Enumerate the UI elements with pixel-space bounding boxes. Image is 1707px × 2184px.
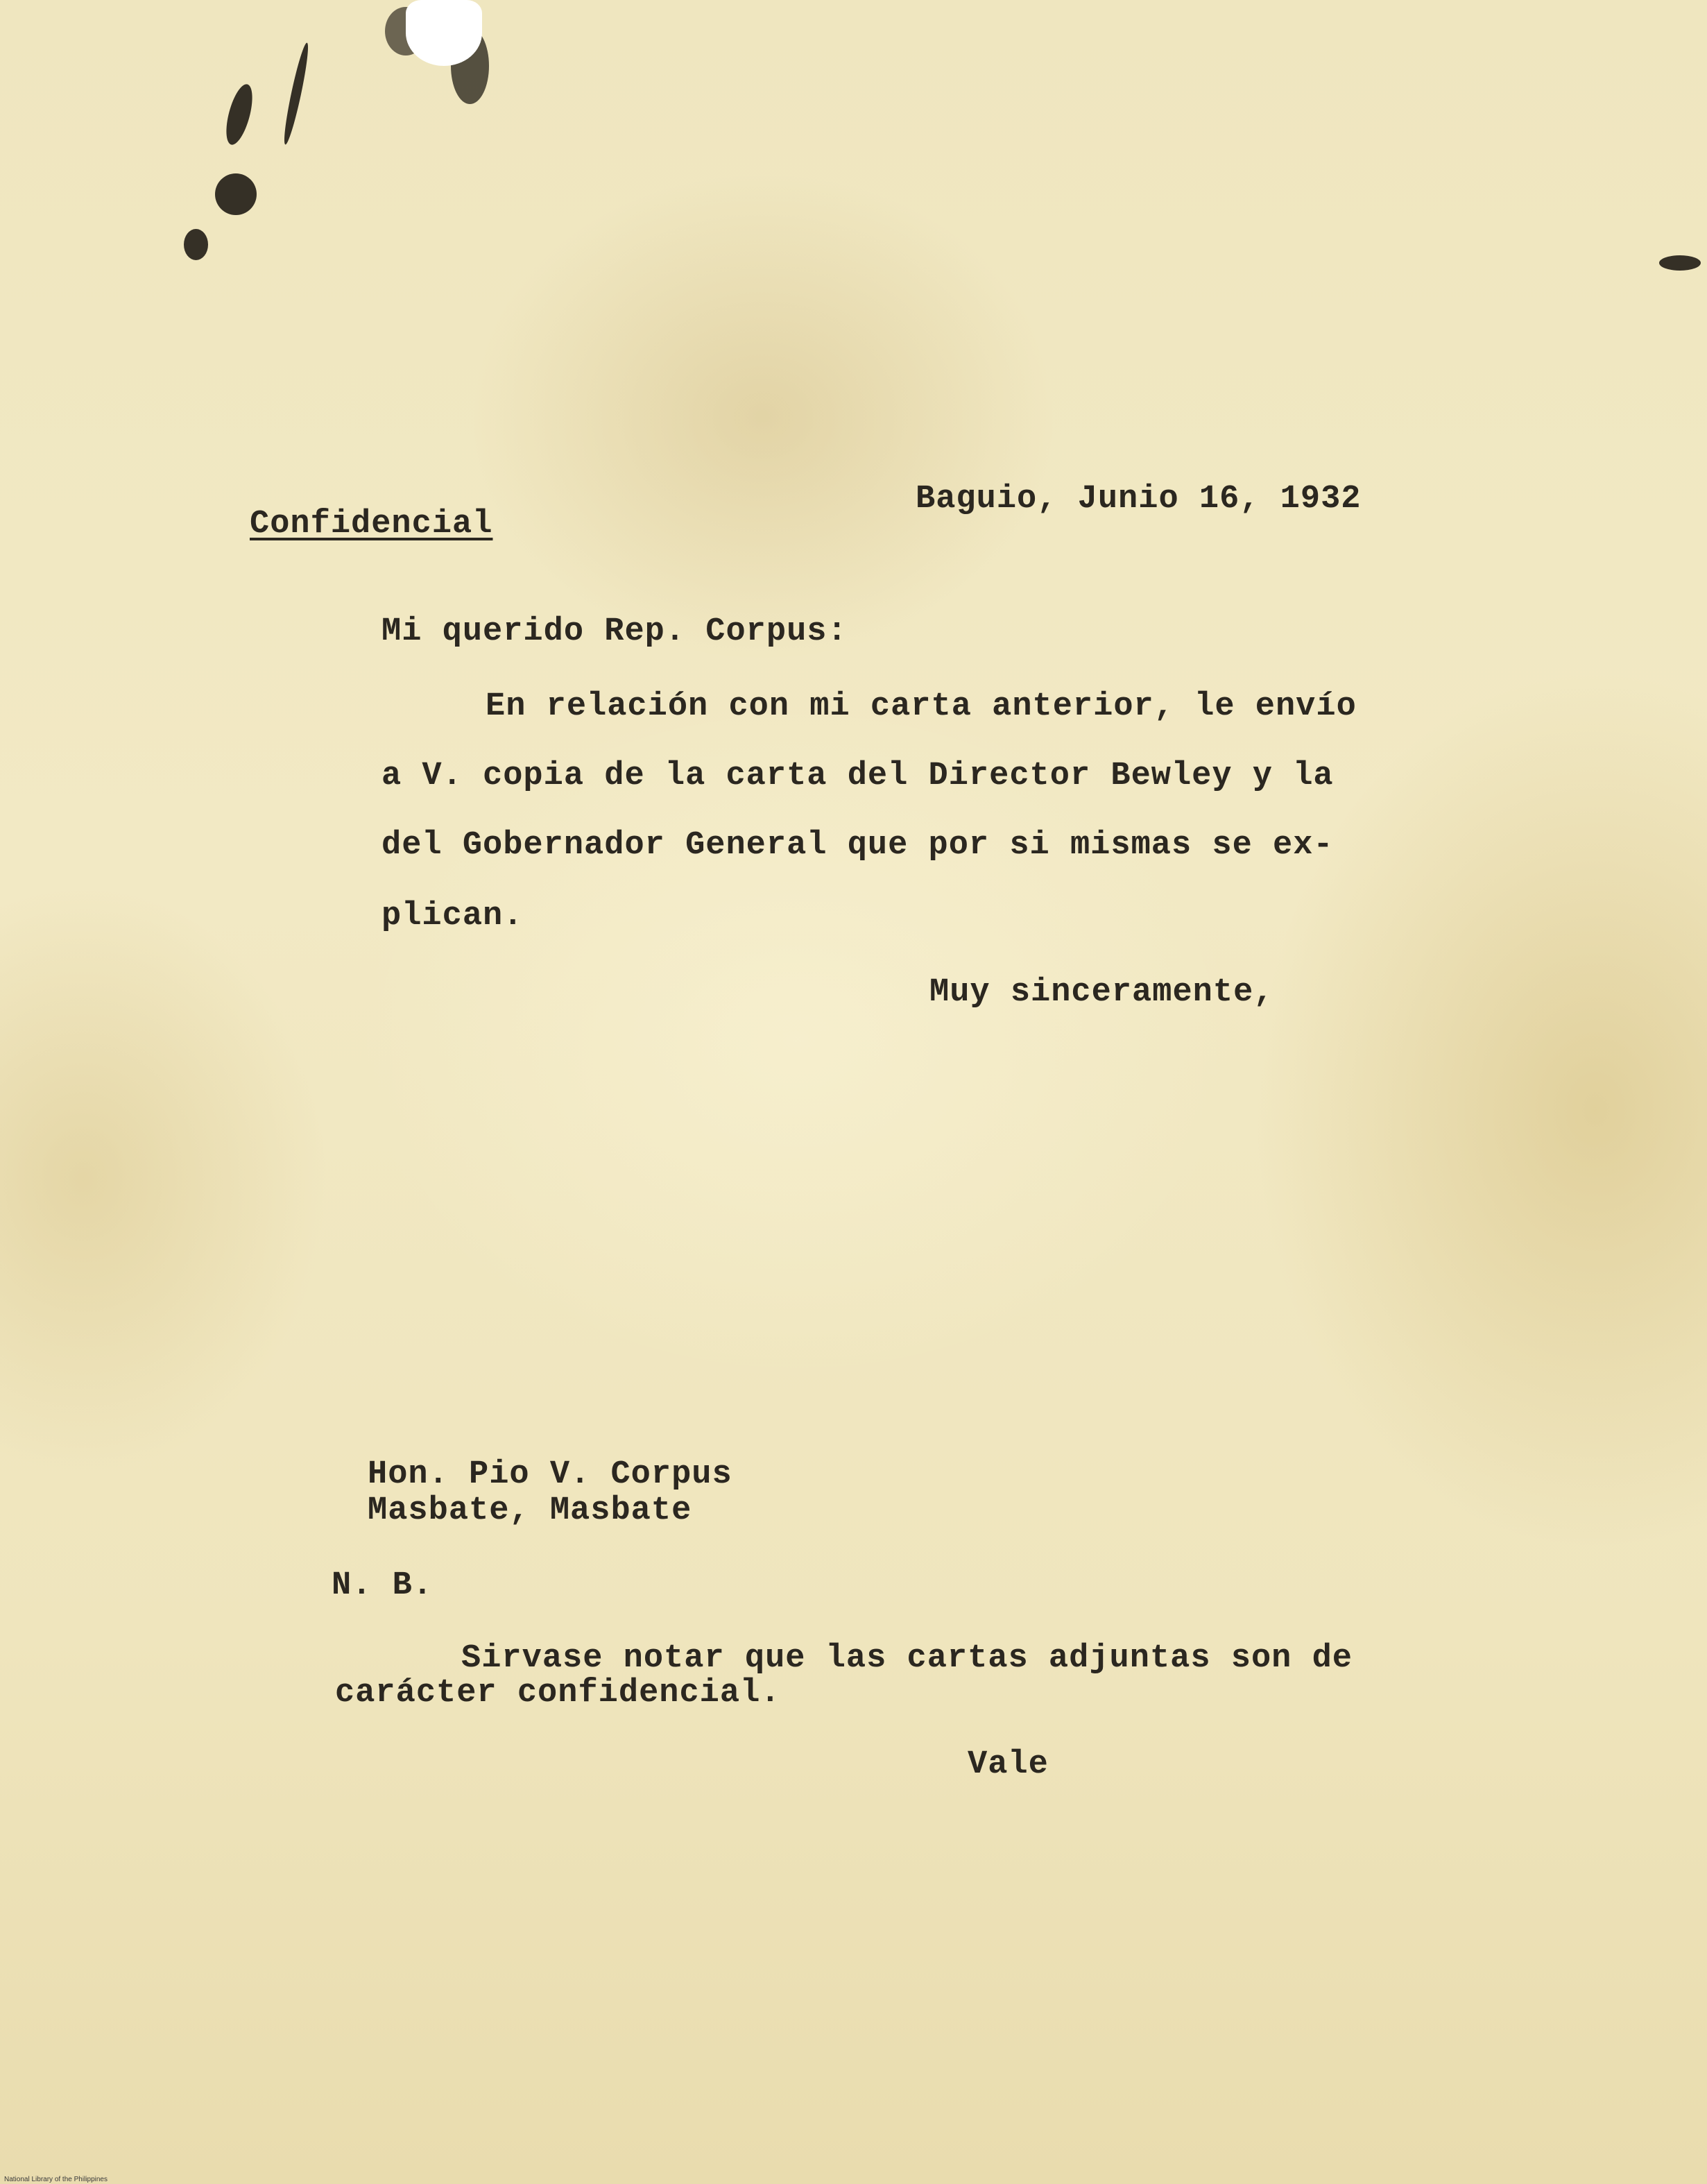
addressee-place: Masbate, Masbate: [368, 1492, 692, 1529]
ink-stain: [184, 229, 208, 260]
body-line: a V. copia de la carta del Director Bewley y la: [381, 758, 1334, 794]
nb-sign: Vale: [968, 1746, 1049, 1783]
place-date: Baguio, Junio 16, 1932: [916, 481, 1362, 518]
body-line: En relación con mi carta anterior, le envío: [486, 688, 1357, 725]
body-line: plican.: [381, 898, 524, 935]
ink-stain: [221, 82, 257, 148]
ink-stain: [215, 173, 257, 215]
confidential-heading: Confidencial: [250, 506, 493, 543]
body-line: del Gobernador General que por si mismas se ex-: [381, 827, 1334, 864]
addressee-name: Hon. Pio V. Corpus: [368, 1456, 732, 1493]
paper-hole: [406, 0, 482, 66]
nb-line: carácter confidencial.: [335, 1675, 781, 1712]
ink-stain: [281, 42, 312, 146]
closing: Muy sinceramente,: [929, 974, 1274, 1011]
nb-label: N. B.: [332, 1567, 434, 1604]
salutation: Mi querido Rep. Corpus:: [381, 613, 848, 650]
nb-line: Sirvase notar que las cartas adjuntas son de: [461, 1640, 1353, 1677]
archive-footer: National Library of the Philippines: [4, 2176, 108, 2183]
ink-stain: [1659, 255, 1701, 271]
